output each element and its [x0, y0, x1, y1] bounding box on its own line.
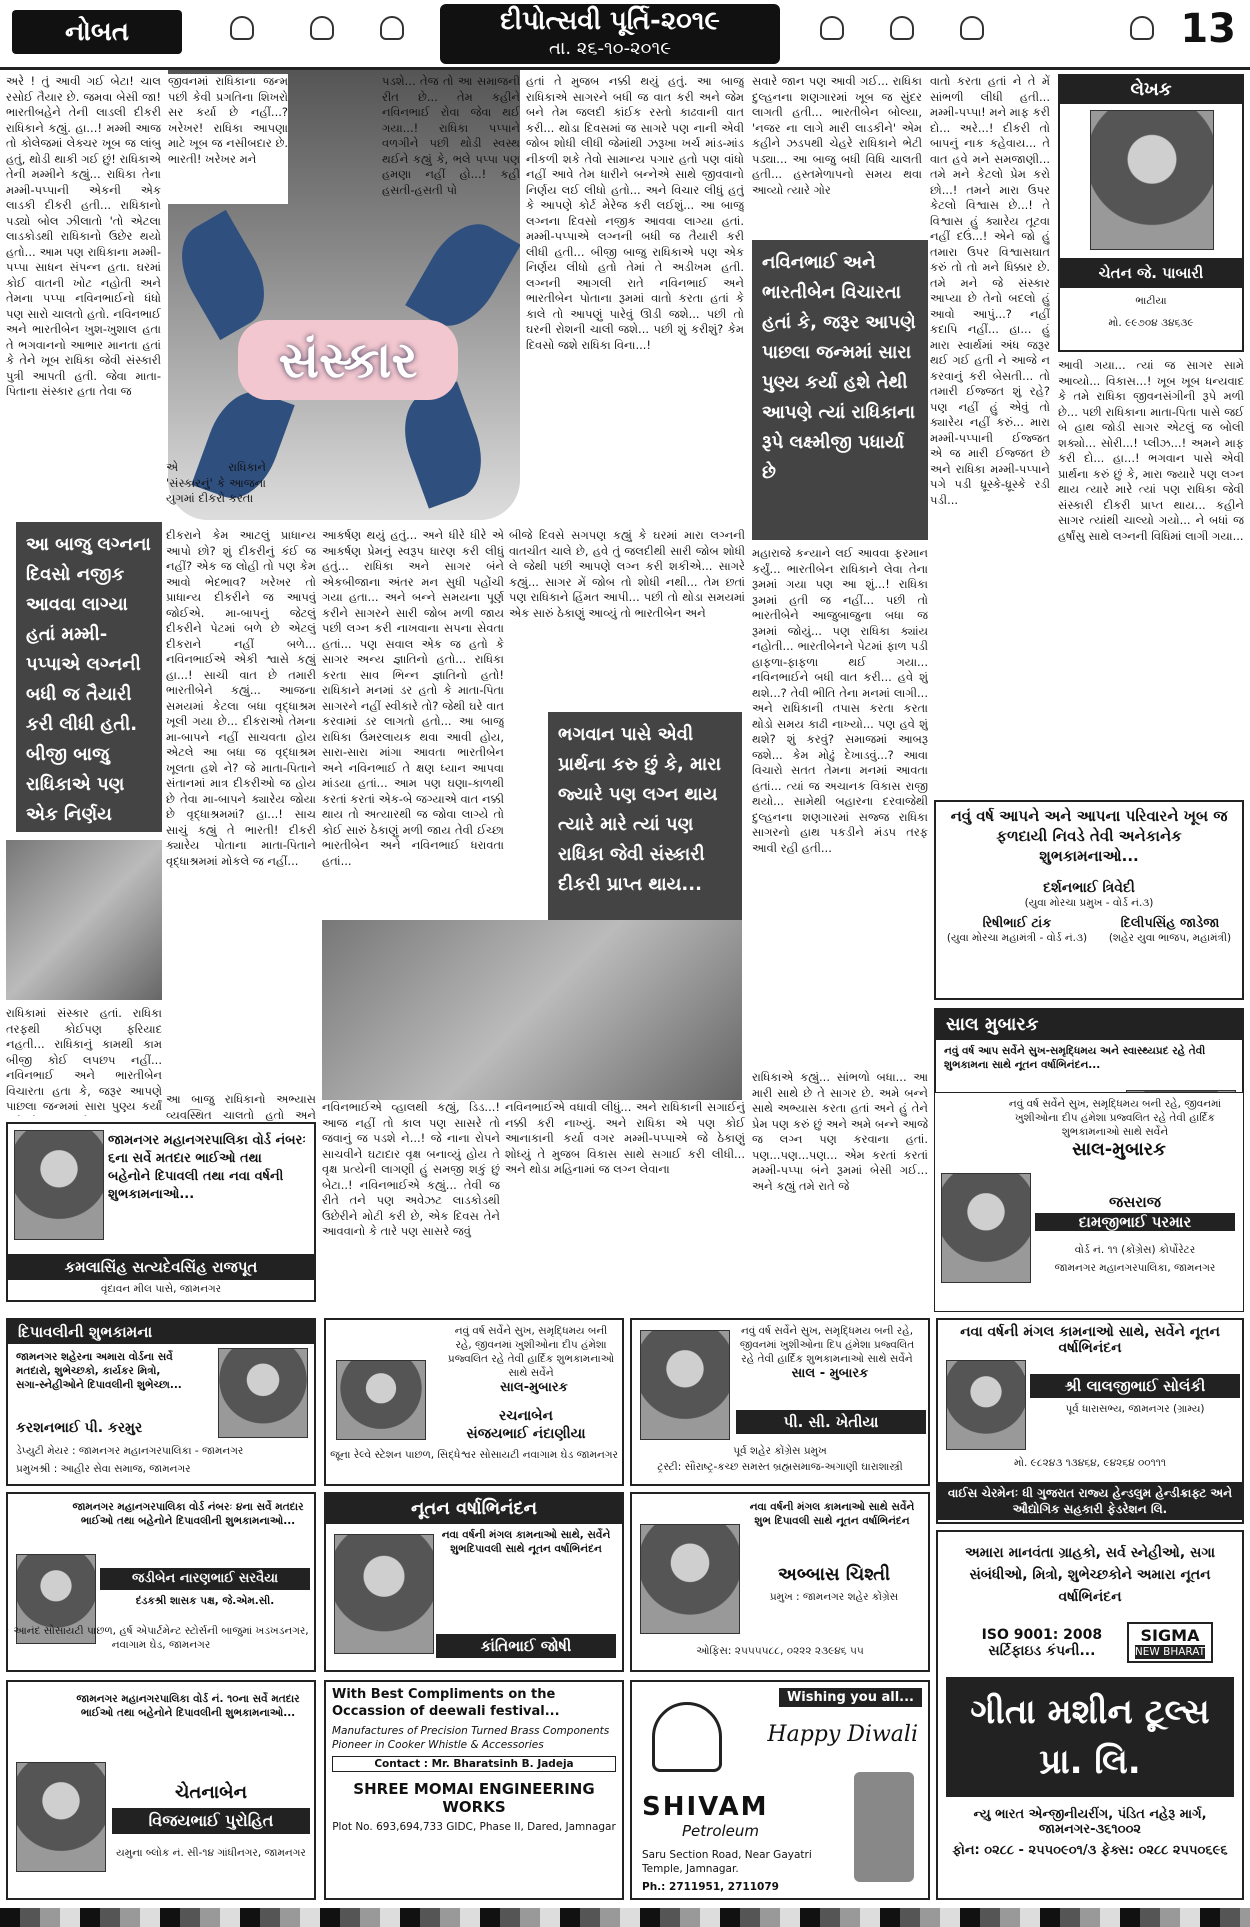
author-heading: લેખક [1060, 76, 1242, 104]
ad-text: નવું વર્ષ આપ સર્વેને સુખ-સમૃદ્ધિમય અને સ્વાસ્થ્યપ્રદ રહે તેવી શુભકામના સાથે નૂતન વર્ષાભિનંદન... [944, 1045, 1206, 1071]
company-address: Saru Section Road, Near Gayatri Temple, Jamnagar. [642, 1849, 812, 1875]
ad-text: અમારા માનવંતા ગ્રાહકો, સર્વ સ્નેહીઓ, સગા સંબંધીઓ, મિત્રો, શુભેચ્છકોને અમારા નૂતન વર્ષાભિનંદન [964, 1545, 1216, 1605]
ad-heading: સાલ - મુબારક [791, 1366, 869, 1381]
story-column: હતાં તે મુજબ નક્કી થયું હતું. આ બાજુ રાધિકાએ સાગરને બધી જ વાત કરી અને જેમ બને તેમ જલદી કાંઈક રસ્તો કાઢવાની વાત કરી... થોડા દિવસમાં જ સાગરે પણ નાની એવી જોબ શોધી લીધી જેમાંથી ઝરૂખા ખર્ચ માંડ-માંડ નીકળી શકે તેવો સામાન્ય પગાર હતો પણ વાંધો નહીં આવે તેમ ધારીને બન્નેએ સાથે જીવવાનો નિર્ણય લઈ લીધો હતો... અને વિચાર લીધું હતું કે આપણે કોર્ટ મેરેજ કરી લઈશું... આ બાજુ લગ્નના દિવસો નજીક આવવા લાગ્યા હતાં. મમ્મી-પપ્પાએ લગ્નની બધી જ તૈયારી કરી લીધી હતી... બીજી બાજુ રાધિકાએ પણ એક નિર્ણય લીધો હતો તેમાં તે અડીખમ હતી. લગ્નની આગલી રાતે નવિનભાઈ અને ભારતીબેન પોતાના રૂમમાં વાતો કરતા હતાં કે કાલે તો આપણું પારેવું ઊડી જશે... પછી તો ઘરની રોશની ચાલી જશે... પછી શું કરીશું? કેમ દિવસો જશે રાધિકા વિના...! [526, 74, 744, 352]
person-name: શ્રી લાલજીભાઈ સોલંકી [1030, 1374, 1240, 1398]
ad-heading: નૂતન વર્ષાભિનંદન [326, 1494, 622, 1524]
story-column: અરે ! તું આવી ગઈ બેટા! ચાલ રસોઈ તૈયાર છે. જમવા બેસી જા! ભારતીબહેને તેની લાડલી દીકરી રાધિકાને કહ્યું. હા...! મમ્મી આજ તો કોલેજમાં લેક્ચર ખૂબ જ લાંબુ હતું, થોડી થાકી ગઈ છું! રાધિકાએ તેની મમ્મીને કહ્યું... રાધિકા તેના મમ્મી-પપ્પાની એકની એક લાડકી દીકરી હતી... રાધિકાનો પડ્યો બોલ ઝીલાતો 'તો એટલા લાડકોડથી રાધિકાનો ઉછેર થયો હતો... આમ પણ રાધિકાના મમ્મી-પપ્પા સાધન સંપન્ન હતા. ઘરમાં કોઈ વાતની ખોટ નહોતી અને તેમના પપ્પા નવિનભાઈનો ધંધો પણ સારો ચાલતો હતો. નવિનભાઈ અને ભારતીબેન ખુશ-ખુશાલ હતા તે ભગવાનનો આભાર માનતા હતાં કે તેને ખૂબ રાધિકા જેવી સંસ્કારી પુત્રી આપતી હતી. જેવા માતા-પિતાના સંસ્કાર હતા તેવા જ [6, 74, 161, 398]
ad-text: જામનગર મહાનગરપાલિકા વોર્ડ નં. ૧૦ના સર્વે મતદાર ભાઈઓ તથા બહેનોને દિપાવલીની શુભકામનાઓ... [76, 1693, 300, 1719]
ad-text: નવા વર્ષની મંગલ કામનાઓ સાથે, સર્વેને શુભદિપાવલી સાથે નૂતન વર્ષાભિનંદન [441, 1529, 611, 1555]
pull-quote: ભગવાન પાસે એવી પ્રાર્થના કરુ છું કે, મારા જ્યારે પણ લગ્ન થાય ત્યારે મારે ત્યાં પણ રાધિકા જેવી સંસ્કારી દીકરી પ્રાપ્ત થાય... [548, 712, 742, 972]
saal-mubarak-ad [934, 1092, 1244, 1312]
person-name: રિષીભાઈ ટાંક [982, 916, 1052, 931]
person-name: દામજીભાઈ પરમાર [1035, 1213, 1235, 1231]
author-box [1058, 74, 1244, 352]
story-column: આ બાજુ રાધિકાનો અભ્યાસ વ્યવસ્થિત ચાલતો હતો અને [166, 1092, 316, 1122]
ad-text: નવા વર્ષની મંગલ કામનાઓ સાથે, સર્વેને નૂતન વર્ષાભિનંદન [960, 1324, 1220, 1356]
wedding-photo [322, 920, 742, 1100]
lamp-icon [230, 16, 254, 40]
person-photo [336, 1360, 426, 1440]
brand-logo: SIGMA [1140, 1626, 1200, 1645]
hands-photo [6, 840, 162, 1000]
company-ad [324, 1680, 624, 1900]
person-role: પૂર્વ ધારાસભ્ય, જામનગર (ગ્રામ્ય) [1065, 1403, 1205, 1415]
ad-text: નવું વર્ષ સર્વેને સુખ, સમૃદ્ધિમય બની રહે, જીવનમાં ખુશીઓના દીપ હંમેશા પ્રજ્વલિત રહે તેવી હાર્દિક શુભકામનાઓ સાથે સર્વેને [447, 1325, 615, 1379]
greeting-ad [630, 1492, 930, 1672]
company-ad [630, 1680, 930, 1900]
company-name: Petroleum [682, 1822, 760, 1840]
person-role: (શહેર યુવા ભાજપ, મહામંત્રી) [1108, 932, 1232, 944]
author-photo [1090, 110, 1214, 250]
newspaper-logo: નોબત [12, 10, 182, 54]
person-photo [14, 1130, 104, 1240]
person-role: ટ્રસ્ટી: સૌરાષ્ટ્ર-કચ્છ સમસ્ત બ્રહ્મસમાજ-અગાણી ઘારાશાસ્ત્રી [657, 1461, 903, 1473]
greeting-ad [934, 800, 1244, 1000]
story-column: રાધિકામાં સંસ્કાર હતાં. રાધિકા તરફથી કોઈપણ ફરિયાદ નહતી... રાધિકાનું કામથી કામ બીજી કોઈ લપછપ નહીં... નવિનભાઈ અને ભારતીબેન વિચારતા હતા કે, જરૂર આપણે પાછલા જન્મમાં સારા પુણ્ય કર્યાં [6, 1006, 162, 1113]
story-column: એ રાધિકાને 'સંસ્કારનું' કે આજના યુગમાં દીકરો કરતા [166, 460, 266, 505]
greeting-ad [324, 1492, 624, 1672]
person-photo [640, 1524, 740, 1634]
saal-mubarak-ad [630, 1318, 930, 1486]
person-photo [334, 1534, 434, 1654]
ad-text: જામનગર શહેરના અમારા વોર્ડના સર્વે મતદારો, શુભેચ્છકો, કાર્યકર મિત્રો, સગા-સ્નેહીઓને દિપાવલીની શુભેચ્છા... [16, 1351, 182, 1391]
contact-person: Contact : Mr. Bharatsinh B. Jadeja [332, 1756, 616, 1772]
story-column: સવારે જાન પણ આવી ગઈ... રાધિકા દુલ્હનના શણગારમાં ખૂબ જ સુંદર લાગતી હતી... ભારતીબેન બોલ્યા, 'નજર ના લાગે મારી લાડકીને' એમ કહીને ઝડપથી ચેહરે રાધિકાને ભેટી પડ્યા... આ બાજુ બધી વિધિ ચાલતી હતી... હસ્તમેળાપનો સમય થવા આવ્યો ત્યારે ગોર [752, 74, 922, 197]
company-address: Plot No. 693,694,733 GIDC, Phase II, Dared, Jamnagar [332, 1821, 616, 1833]
lamp-icon [890, 16, 914, 40]
ad-text: નવું વર્ષ સર્વેને સુખ, સમૃદ્ધિમય બની રહે, જીવનમાં ખુશીઓના દીપ હંમેશા પ્રજ્વલિત રહે તેવી હાર્દિક શુભકામનાઓ સાથે સર્વેને [1008, 1098, 1222, 1138]
person-phone: મો. ૯૮૨૪૩ ૧૩૪૬૪, ૯૪૨૬૪ ૦૦૧૧૧ [1013, 1457, 1167, 1469]
company-name: SHREE MOMAI ENGINEERING WORKS [353, 1780, 595, 1816]
person-role: વાઈસ ચેરમેનઃ ધી ગુજરાત રાજ્ય હેન્ડલુમ હેન્ડીક્રાફ્ટ અને ઔદ્યોગિક સહકારી ફેડરેશન લિ. [938, 1482, 1242, 1520]
person-name: પી. સી. ખેતીયા [736, 1410, 926, 1434]
pull-quote: નવિનભાઈ અને ભારતીબેન વિચારતા હતાં કે, જરૂર આપણે પાછલા જન્મમાં સારા પુણ્ય કર્યા હશે તેથી આપણે ત્યાં રાધિકાના રૂપે લક્ષ્મીજી પધાર્યા છે [752, 240, 928, 540]
ad-text: જામનગર મહાનગરપાલિકા વોર્ડ નંબરઃ ૪ના સર્વે મતદાર ભાઈઓ તથા બહેનોને દિપાવલીની શુભકામનાઓ... [72, 1501, 304, 1527]
person-photo [218, 1348, 308, 1438]
diya-icon [652, 1702, 722, 1772]
pull-quote: આ બાજુ લગ્નના દિવસો નજીક આવવા લાગ્યા હતાં મમ્મી-પપ્પાએ લગ્નની બધી જ તૈયારી કરી લીધી હતી. બીજી બાજુ રાધિકાએ પણ એક નિર્ણય [16, 522, 162, 832]
greeting-ad [6, 1318, 316, 1486]
ad-text: Manufactures of Precision Turned Brass Components Pioneer in Cooker Whistle & Accessories [332, 1725, 610, 1751]
author-phone: મો. ૯૯૭૦૪ ૩૪૬૩૯ [1108, 317, 1194, 329]
person-address: જૂના રેલ્વે સ્ટેશન પાછળ, સિદ્ધેશ્વર સોસાયટી નવાગામ ઘેડ જામનગર [330, 1449, 618, 1461]
story-column: મહારાજે કન્યાને લઈ આવવા ફરમાન કર્યું... ભારતીબેન રાધિકાને લેવા તેના રૂમમાં ગયા પણ આ શું...! રાધિકા રૂમમાં હતી જ નહીં... પછી તો ભારતીબેને આજુબાજુના બધા જ રૂમમાં જોયું... પણ રાધિકા ક્યાંય નહોતી... ભારતીબેનને પેટમાં ફાળ પડી હાફળા-ફાફળા થઈ ગયા... નવિનભાઈને બધી વાત કરી... હવે શું થશે...? તેવી ભીતિ તેના મનમાં લાગી... અને રાધિકાની તપાસ કરતા કરતા થોડો સમય કાઢી નાખ્યો... પણ હવે શું થશે? શું કરવું? સમાજમાં આબરૂ જશે... કેમ મોઢું દેખાડવું...? આવા વિચારો સતત તેમના મનમાં આવતા હતાં... ત્યાં જ અચાનક વિકાસ રાજી થયો... સામેથી બહારના દરવાજેથી દુલ્હનના શણગારમાં સજ્જ રાધિકા સાગરનો હાથ પકડીને મંડપ તરફ આવી રહી હતી... [752, 546, 928, 855]
story-column: આકર્ષણ થયું હતું... અને ધીરે ધીરે એ આકર્ષણ પ્રેમનું સ્વરૂપ ધારણ કરી લીધું હતું... રાધિકા અને સાગર બંને એકબીજાના અંતર મન સુધી પહોંચી ગયા હતા... અને બન્ને સમયના પૂર્ણ કરીને સાગરને સારી જોબ મળી જાય પછી લગ્ન કરી નાખવાના સપના સેવતા હતાં... પણ સવાલ એક જ હતો કે સાગર અન્ય જ્ઞાતિનો હતો... રાધિકા કરતા સાવ ભિન્ન જ્ઞાતિનો હતો! રાધિકાને મનમાં ડર હતો કે માતા-પિતા સાગરને નહીં સ્વીકારે તો? જેથી ઘરે વાત કરવામાં ડર લાગતો હતો... આ બાજુ રાધિકા ઉંમરલાયક થવા આવી હોય, સારા-સારા માંગા આવતા ભારતીબેન અને નવિનભાઈ તે ક્ષણ ધ્યાન આપવા માંડયા હતાં... આમ પણ ઘણા-કાળથી કરતાં કરતાં એક-બે જગ્યાએ વાત નક્કી થાય તો અત્યારથી જ જોવા લાગ્યે તો કોઈ સારું ઠેકાણું મળી જાય તેવી ઈચ્છા ભારતીબેન અને નવિનભાઈ ધરાવતા હતાં... [322, 528, 504, 868]
person-name: દિલીપસિંહ જાડેજા [1120, 916, 1220, 931]
person-role: ડેપ્યુટી મેયર : જામનગર મહાનગરપાલિકા - જામનગર [16, 1445, 244, 1457]
person-name: ચેતનાબેન [174, 1782, 248, 1803]
person-role: દંડકશ્રી શાસક પક્ષ, જે.એમ.સી. [135, 1595, 275, 1607]
company-name: SHIVAM [642, 1792, 769, 1822]
ad-text: નવું વર્ષ સર્વેને સુખ, સમૃદ્ધિમય બની રહે, જીવનમાં ખુશીઓના દિપ હંમેશા પ્રજ્વલિત રહે તેવી હાર્દિક શુભકામનાઓ સાથે સર્વેને [739, 1325, 915, 1365]
lamp-icon [820, 16, 844, 40]
issue-date: તા. ૨૬-૧૦-૨૦૧૯ [549, 38, 671, 59]
company-address: ન્યુ ભારત એન્જીનીયરીંગ, પંડિત નહેરૂ માર્ગ, જામનગર-૩૬૧૦૦૨ [973, 1807, 1207, 1837]
lamp-icon [1130, 16, 1154, 40]
lamp-icon [960, 16, 984, 40]
author-name: ચેતન જે. પાબારી [1060, 258, 1242, 288]
greeting-text: નવું વર્ષ આપને અને આપના પરિવારને ખૂબ જ ફળદાયી નિવડે તેવી અનેકાનેક શુભકામનાઓ... [950, 807, 1228, 865]
greeting-ad [936, 1318, 1244, 1524]
person-role: (યુવા મોરચા મહામંત્રી - વોર્ડ નં.૩) [946, 932, 1088, 944]
story-column: બીજે દિવસે સગપણ કહ્યું કે ઘરમાં મારા લગ્નની વાતચીત ચાલે છે, હવે તું જલદીથી સારી જોબ શોધી લે જેથી પછી આપણે લગ્ન કરી શકીએ... સાગરે કહ્યું... સાગર મેં જોબ તો શોધી નથી... તેમ છતાં પણ રાધિકાને હિંમત આપી... પછી તો થોડા સમયમાં એક સારું ઠેકાણું આવ્યું તો ભારતીબેન અને [509, 528, 745, 620]
person-address: યમુના બ્લોક નં. સી-૧૪ ગાંધીનગર, જામનગર [116, 1847, 306, 1859]
company-name: ગીતા મશીન ટૂલ્સ પ્રા. લિ. [946, 1677, 1234, 1797]
fuel-pump-icon [854, 1772, 914, 1882]
person-photo [941, 1173, 1031, 1283]
leaf-icon [391, 381, 494, 508]
person-name: જડીબેન નારણભાઈ સરવૈયા [100, 1568, 310, 1590]
story-column: નવિનભાઈએ વ્હાલથી કહ્યું, ડિડ...! આજ નહીં તો કાલ પણ સાસરે તો જવાનું જ પડશે ને...! જે નાના રોપને સાચવીને ઘટાદાર વૃક્ષ બનાવ્યું હોય તે વૃક્ષ પ્રત્યેની લાગણી હું સમજી શકું છું બેટા..! નવિનભાઈએ કહ્યું... તેવી જ રીતે તને પણ અવેઝટ લાડકોડથી ઉછેરીને મોટી કરી છે, એક દિવસ તેને આવવાનો કે તારે પણ સાસરે જવું [322, 1100, 500, 1238]
person-name: કાંતિભાઈ જોષી [436, 1634, 616, 1658]
ad-heading: સાલ-મુબારક [500, 1380, 568, 1395]
person-role: પ્રમુખ : જામનગર શહેર કોંગ્રેસ [769, 1591, 899, 1603]
person-phone: ઓફિસ: ૨૫૫૫૫૮૮, ૦૨૨૨ ૨૩૯૪૬ ૫૫ [696, 1645, 864, 1657]
lamp-icon [380, 16, 404, 40]
lamp-icon [310, 16, 334, 40]
ad-heading: With Best Compliments on the Occassion of deewali festival... [332, 1687, 560, 1719]
ad-heading: Wishing you all... [779, 1688, 922, 1707]
story-column: નવિનભાઈએ વધાવી લીધું... અને રાધિકાની સગાઈનું નક્કી કરી નાખ્યું. અને રાધિકા એ પણ કોઈ આનાકાની કર્યા વગર મમ્મી-પપ્પાએ જે ઠેકાણું શોધ્યું તે મુજબ વિકાસ સાથે સગાઈ કરી લીધી... અને થોડા મહિનામાં જ લગ્ન લેવાના [505, 1100, 745, 1176]
greeting-ad [6, 1122, 316, 1302]
decorative-border [0, 1908, 1250, 1927]
greeting-ad [6, 1680, 316, 1900]
ad-text: જામનગર મહાનગરપાલિકા વોર્ડ નંબરઃ ૬ના સર્વે મતદાર ભાઈઓ તથા બહેનોને દિપાવલી તથા નવા વર્ષની શુભકામનાઓ... [108, 1133, 307, 1202]
author-place: ભાટીયા [1135, 295, 1167, 307]
ad-heading: સાલ-મુબારક [1072, 1139, 1166, 1160]
person-name: કમલાસિંહ સત્યદેવસિંહ રાજપૂત [8, 1254, 314, 1280]
person-name: અબ્બાસ ચિશ્તી [777, 1564, 891, 1585]
company-phone: ફોન: ૦૨૮૮ - ૨૫૫૦૯૦૧/૩ ફેક્સ: ૦૨૮૮ ૨૫૫૦૬૯૬ [952, 1843, 1228, 1858]
person-role: (યુવા મોરચા પ્રમુખ - વોર્ડ નં.૩) [1024, 897, 1154, 909]
brand-logo: NEW BHARAT [1134, 1646, 1206, 1658]
greeting-ad [6, 1492, 316, 1672]
person-role: વોર્ડ નં. ૧૧ (કોંગ્રેસ) કોર્પોરેટર [1074, 1244, 1196, 1256]
story-column: આવી ગયા... ત્યાં જ સાગર સામે આવ્યો... વિકાસ...! ખૂબ ખૂબ ધન્યવાદ કે તમે રાધિકા જીવનસંગીની રૂપે મળી છે... પછી રાધિકાના માતા-પિતા પાસે જઈ બે હાથ જોડી સાગર એટલું જ બોલી શક્યો... સોરી...! પ્લીઝ...! અમને માફ કરી દો... હા...! ભગવાન પાસે એવી પ્રાર્થના કરું છું કે, મારા જ્યારે પણ લગ્ન થાય ત્યારે મારે ત્યાં પણ રાધિકા જેવી સંસ્કારી દીકરી પ્રાપ્ત થાય... કહીને સાગર ત્યાંથી ચાલ્યો ગયો... ને બધાં જ હર્ષાંસુ સાથે લગ્નની વિધિમાં લાગી ગયા... [1058, 358, 1244, 543]
story-title: સંસ્કાર [238, 320, 458, 400]
story-column: વાતો કરતા હતાં ને તે મેં સાંભળી લીધી હતી... મમ્મી-પપ્પા! મને માફ કરી દો... અરે...! દીકરી તો બાપનું નાક કહેવાય... તે વાત હવે મને સમજાણી... તમે મને કેટલો પ્રેમ કરો છો...! તમને મારા ઉપર કેટલો વિશ્વાસ છે...! તે વિશ્વાસ હું ક્યારેય તૂટવા નહીં દઉં...! એને જો હું તમારા ઉપર વિશ્વાસઘાત કરું તો તો મને ધિક્કાર છે. તમે મને જે સંસ્કાર આપ્યા છે તેનો બદલો હું આવો આપું...? નહીં કદાપિ નહીં... હા... હું મારા સ્વાર્થમાં અંધ જરૂર થઈ ગઈ હતી ને આજે ન કરવાનું કરી બેસતી... તો તમારી ઈજ્જત શું રહે? પણ નહીં હું એવું તો ક્યારેય નહીં કરું... મારા મમ્મી-પપ્પાની ઈજ્જત એ જ મારી ઈજ્જત છે અને રાધિકા મમ્મી-પપ્પાને પગે પડી ધ્રૂસ્કે-ધ્રૂસ્કે રડી પડી... [930, 74, 1050, 507]
person-org: જામનગર મહાનગરપાલિકા, જામનગર [1054, 1262, 1216, 1274]
person-role: પૂર્વ શહેર કોંગ્રેસ પ્રમુખ [733, 1445, 827, 1457]
person-name: રચનાબેન [499, 1408, 553, 1424]
iso-badge: ISO 9001: 2008 સર્ટિફાઇડ કંપની... [981, 1626, 1103, 1659]
person-name: દર્શનભાઈ ત્રિવેદી [1043, 880, 1135, 896]
person-photo [16, 1762, 106, 1872]
supplement-title [440, 4, 780, 64]
story-column: જીવનમાં રાધિકાના જન્મ પછી કેવી પ્રગતિના શિખરો સર કર્યા છે નહીં...? ખરેખર! રાધિકા આપણા માટે ખૂબ જ નસીબદાર છે. ભારતી! ખરેખર મને [168, 74, 288, 204]
person-address: વૃંદાવન મીલ પાસે, જામનગર [100, 1283, 222, 1295]
story-column: રાધિકાએ કહ્યું... સાંભળો બધા... આ મારી સાથે છે તે સાગર છે. અમે બન્ને સાથે અભ્યાસ કરતા હતાં અને હું તેને પ્રેમ પણ કરું છું અને અમે બન્ને આજે જ લગ્ન પણ કરવાના હતાં. પણ...પણ...પણ... એમ કરતાં કરતાં મમ્મી-પપ્પા બંને રૂમમાં બેસી ગઈ... અને કહ્યું તમે રાતે જે [752, 1070, 928, 1193]
person-name: કરશનભાઈ પી. કરમુર [16, 1420, 143, 1436]
story-column: દીકરાને કેમ આટલું પ્રાધાન્ય આપો છો? શું દીકરીનું કંઈ જ નહીં? એક જ લોહી તો પણ કેમ આવો ભેદભાવ? ખરેખર તો પ્રાધાન્ય દીકરીને જ આપવું જોઈએ. મા-બાપનું જેટલું દીકરીને પેટમાં બળે છે એટલું દીકરાને નહીં બળે... નવિનભાઈએ એકી શ્વાસે કહ્યું હા...! સાચી વાત છે તમારી ભારતીબેને કહ્યું... આજના સમયમાં કેટલા બધા વૃદ્ધાશ્રમ ખૂલી ગયા છે... દીકરાઓ તેમના મા-બાપને નહીં સાચવતા હોય એટલે આ બધા જ વૃદ્ધાશ્રમ ખૂલતા હશે ને? જે માતા-પિતાને સંતાનમાં માત્ર દીકરીઓ જ હોય છે તેવા મા-બાપને ક્યારેય જોયા છે વૃદ્ધાશ્રમમાં? હા...! સાચ સાચું કહ્યું તે ભારતી! દીકરી ક્યારેય પોતાના માતા-પિતાને વૃદ્ધાશ્રમમાં મોકલે જ નહીં... [166, 528, 316, 868]
page-number: 13 [1180, 6, 1236, 52]
ad-heading: Happy Diwali [767, 1722, 918, 1747]
person-address: આનંદ સોસાયટી પાછળ, હર્ષ એપાર્ટમેન્ટ સ્ટોર્સની બાજુમાં ખડખડનગર, નવાગામ ઘેડ, જામનગર [13, 1625, 309, 1651]
company-ad [936, 1530, 1244, 1900]
person-photo [946, 1360, 1026, 1450]
supplement-name: દીપોત્સવી પૂર્તિ-૨૦૧૯ [500, 6, 720, 36]
masthead [0, 0, 1250, 70]
company-phone: Ph.: 2711951, 2711079 [642, 1881, 779, 1893]
person-photo [640, 1330, 730, 1440]
saal-mubarak-ad [324, 1318, 624, 1486]
ad-heading: દિપાવલીની શુભકામના [8, 1320, 314, 1344]
ad-heading: સાલ મુબારક [936, 1010, 1242, 1040]
person-role: પ્રમુખશ્રી : આહીર સેવા સમાજ, જામનગર [16, 1463, 191, 1475]
person-name: સંજયભાઈ નંદાણીયા [466, 1426, 586, 1442]
story-column: પડશે... તેજ તો આ સમાજની રીત છે... તેમ કહીને નવિનભાઈ રોવા જેવા થઈ ગયા...! રાધિકા પપ્પાને વળગીને પછી થોડી સ્વસ્થ થઈને કહ્યું કે, ભલે પપ્પા પણ હમણા નહીં હો...! કહી હસતી-હસતી પો [382, 74, 520, 197]
person-name: વિજયભાઈ પુરોહિત [112, 1808, 310, 1834]
person-name: જસરાજ [1109, 1193, 1161, 1211]
ad-text: નવા વર્ષની મંગલ કામનાઓ સાથે સર્વેને શુભ દિપાવલી સાથે નૂતન વર્ષાભિનંદન [749, 1501, 915, 1527]
